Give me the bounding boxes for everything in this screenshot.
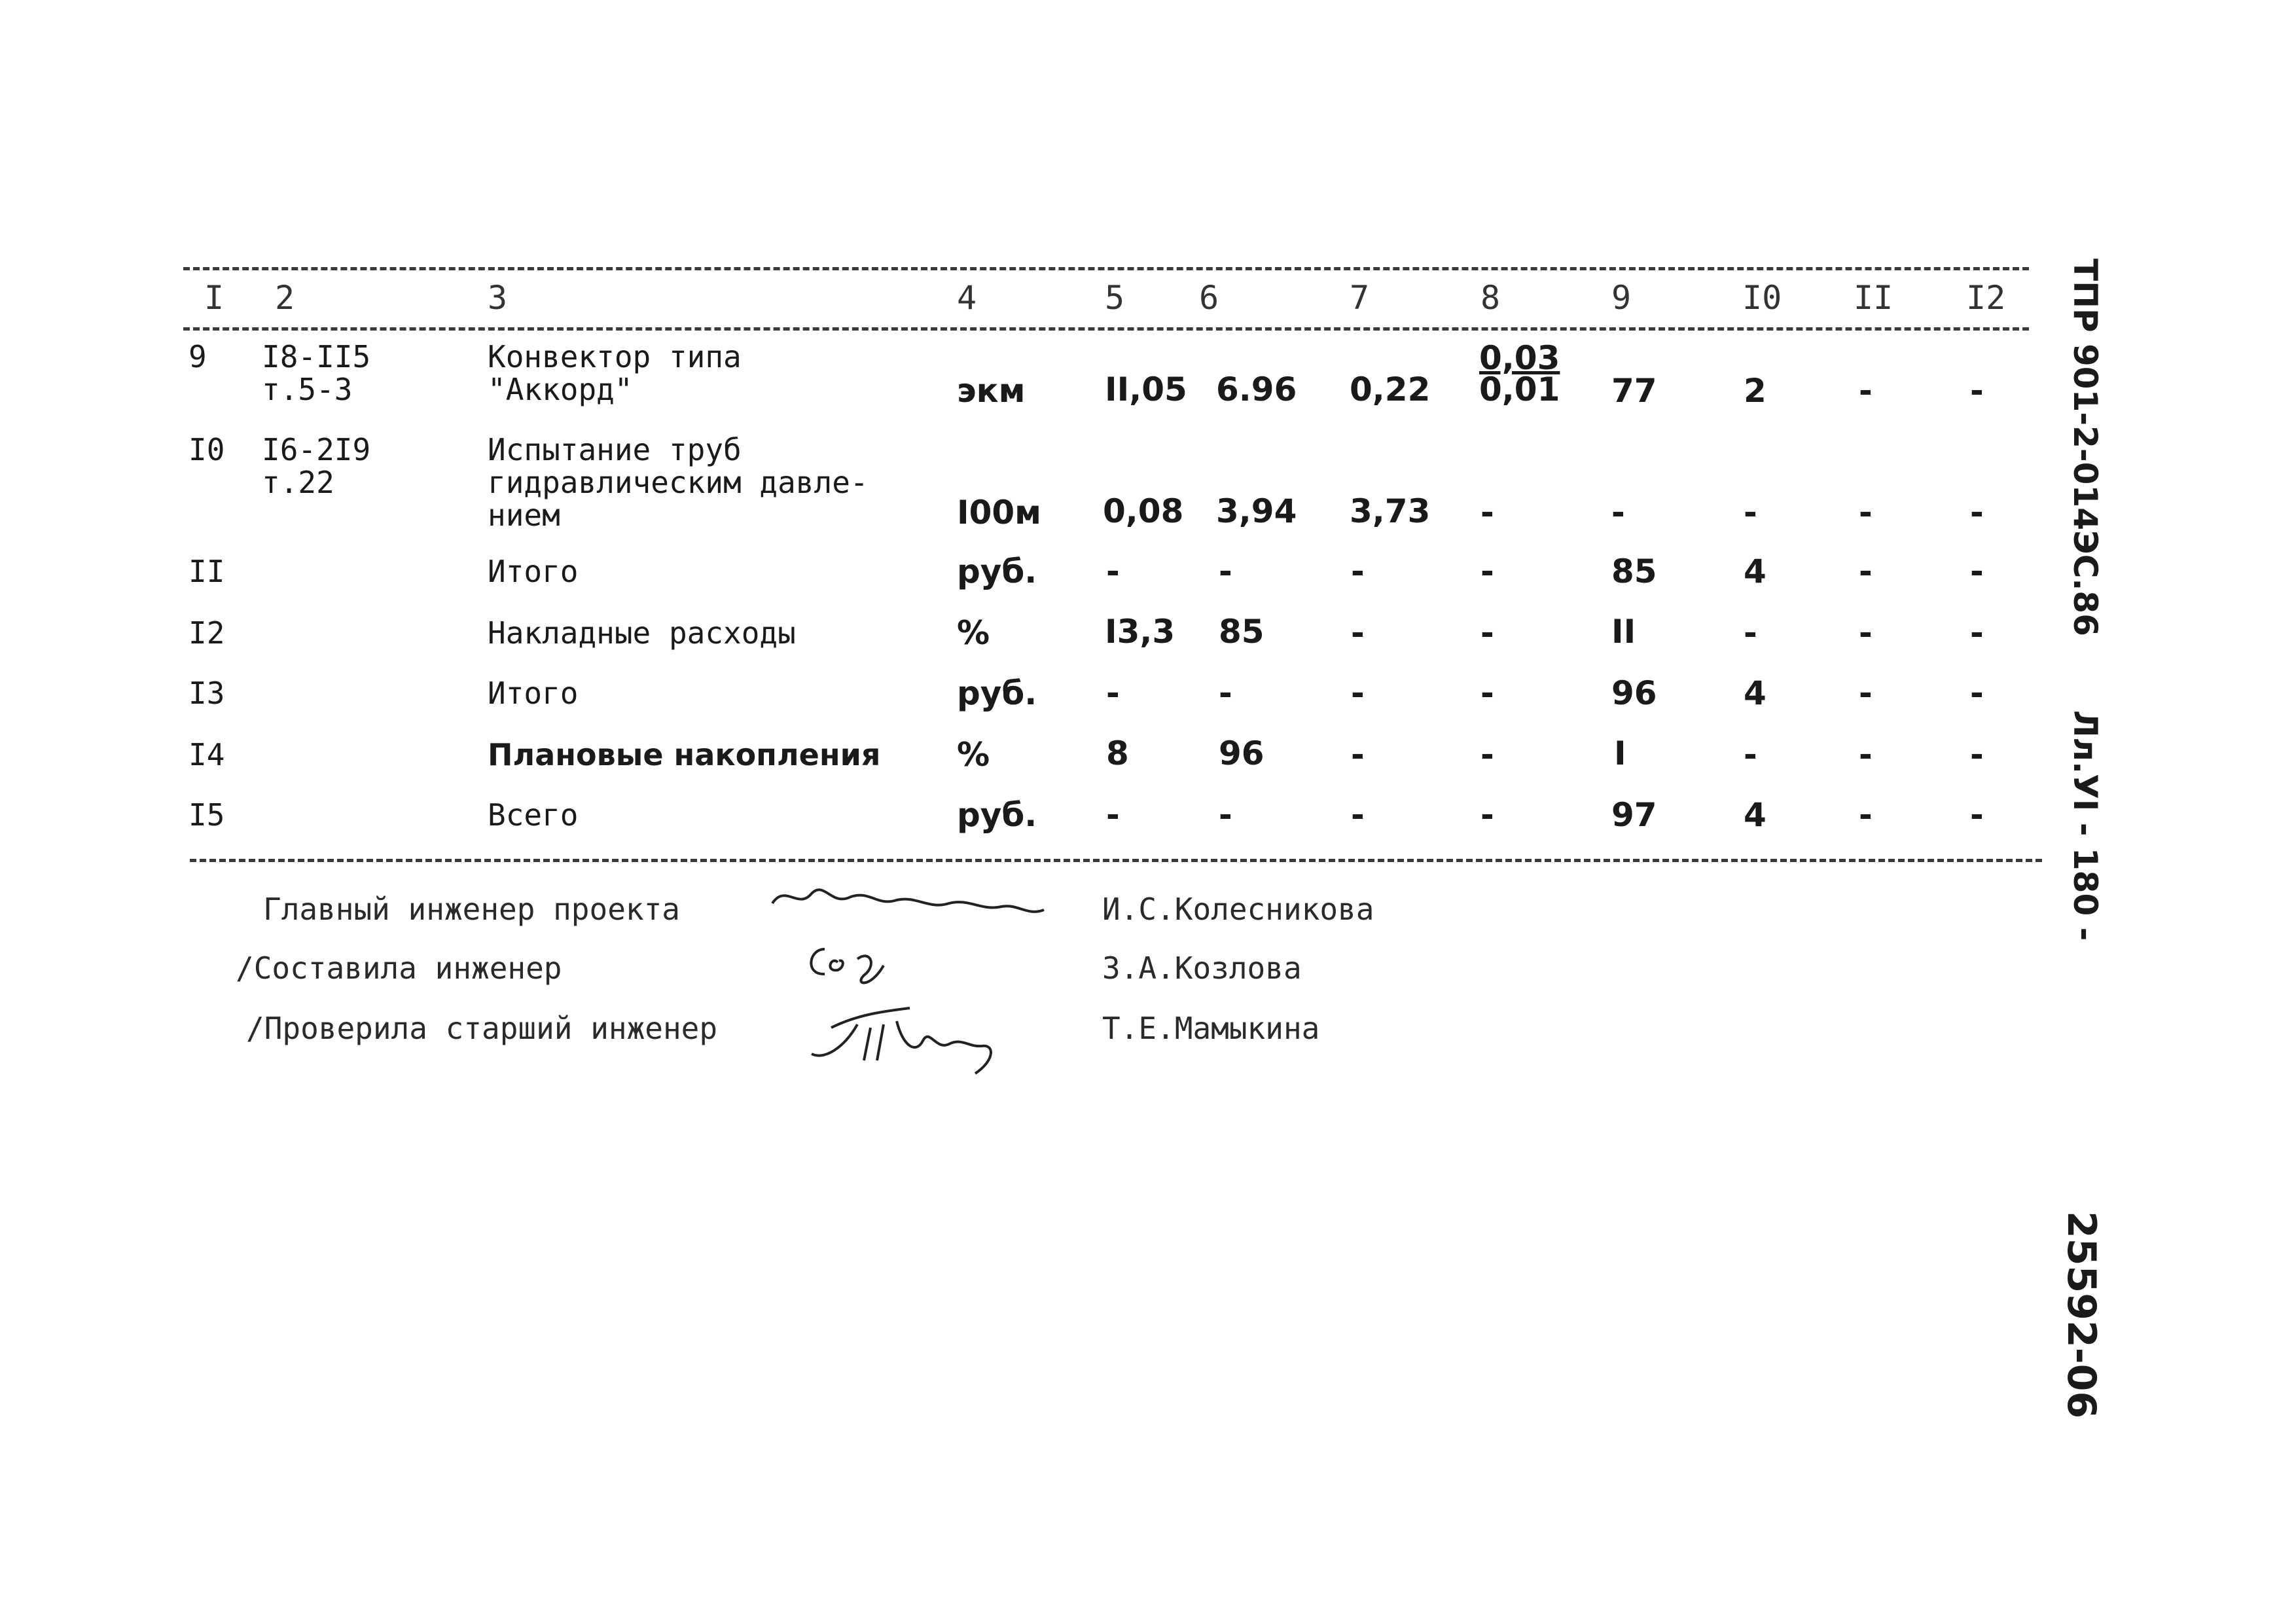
header-col-5: 5 bbox=[1105, 279, 1125, 317]
signatory-role: /Проверила старший инженер bbox=[246, 1011, 718, 1046]
unit: руб. bbox=[957, 552, 1037, 590]
unit: руб. bbox=[957, 674, 1037, 712]
value-col-8: - bbox=[1480, 552, 1494, 590]
value-col-11: - bbox=[1859, 552, 1873, 590]
value-col-5: 8 bbox=[1106, 734, 1129, 772]
handwritten-signature-chief-engineer bbox=[766, 871, 1054, 929]
header-col-8: 8 bbox=[1480, 279, 1501, 317]
row-number: I2 bbox=[188, 615, 225, 651]
value-col-5: I3,3 bbox=[1105, 613, 1175, 651]
value-col-11: - bbox=[1859, 494, 1873, 532]
row-number: I0 bbox=[188, 432, 225, 467]
signatory-name: Т.Е.Мамыкина bbox=[1102, 1011, 1320, 1046]
value-col-11: - bbox=[1859, 736, 1873, 774]
value-col-8-upper: 0,03 bbox=[1479, 339, 1560, 377]
value-col-6: 85 bbox=[1219, 613, 1265, 651]
value-col-11: - bbox=[1859, 674, 1873, 712]
work-description: Итого bbox=[488, 554, 579, 589]
work-description: Плановые накопления bbox=[488, 737, 881, 772]
unit: % bbox=[957, 736, 990, 774]
header-col-3: 3 bbox=[488, 279, 508, 317]
value-col-9: 77 bbox=[1611, 372, 1657, 410]
row-number: I5 bbox=[188, 797, 225, 833]
value-col-10: 4 bbox=[1744, 674, 1767, 712]
value-col-12: - bbox=[1970, 372, 1984, 410]
header-col-4: 4 bbox=[957, 279, 977, 317]
header-col-7: 7 bbox=[1350, 279, 1370, 317]
unit: руб. bbox=[957, 796, 1037, 834]
header-col-6: 6 bbox=[1199, 279, 1219, 317]
header-col-11: II bbox=[1854, 279, 1893, 317]
value-col-10: 4 bbox=[1744, 796, 1767, 834]
value-col-5: - bbox=[1106, 674, 1120, 712]
header-col-1: I bbox=[204, 279, 224, 317]
value-col-11: - bbox=[1859, 372, 1873, 410]
value-col-6: - bbox=[1219, 674, 1232, 712]
header-col-10: I0 bbox=[1742, 279, 1782, 317]
handwritten-signature-compiler bbox=[798, 929, 916, 995]
unit: экм bbox=[957, 372, 1026, 410]
signatory-name: И.С.Колесникова bbox=[1102, 892, 1374, 927]
value-col-5: - bbox=[1106, 552, 1120, 590]
value-col-11: - bbox=[1859, 614, 1873, 652]
value-col-8: - bbox=[1480, 736, 1494, 774]
value-col-7: 0,22 bbox=[1350, 370, 1431, 408]
value-col-8: - bbox=[1480, 796, 1494, 834]
value-col-9: II bbox=[1611, 613, 1636, 651]
row-number: I4 bbox=[188, 737, 225, 772]
signatory-role: Главный инженер проекта bbox=[263, 892, 680, 927]
value-col-12: - bbox=[1970, 796, 1984, 834]
value-col-5: II,05 bbox=[1105, 370, 1187, 408]
row-number: I3 bbox=[188, 676, 225, 711]
value-col-7: - bbox=[1351, 674, 1365, 712]
unit: I00м bbox=[957, 494, 1042, 532]
value-col-12: - bbox=[1970, 674, 1984, 712]
handwritten-signature-checker bbox=[805, 988, 1021, 1087]
work-description: Итого bbox=[488, 676, 579, 711]
value-col-9: 97 bbox=[1611, 796, 1657, 834]
table-bottom-rule bbox=[190, 859, 2042, 862]
header-col-9: 9 bbox=[1611, 279, 1632, 317]
work-description: Всего bbox=[488, 797, 579, 833]
header-col-12: I2 bbox=[1966, 279, 2006, 317]
value-col-9: I bbox=[1614, 734, 1626, 772]
document-code: ТПР 901-2-014ЭС.86 bbox=[2066, 259, 2104, 637]
value-col-6: 6.96 bbox=[1216, 370, 1297, 408]
value-col-10: - bbox=[1744, 614, 1757, 652]
row-number: II bbox=[188, 554, 225, 589]
value-col-6: - bbox=[1219, 796, 1232, 834]
value-col-7: - bbox=[1351, 552, 1365, 590]
value-col-9: 85 bbox=[1611, 552, 1657, 590]
table-top-rule bbox=[183, 267, 2029, 270]
signatory-name: З.А.Козлова bbox=[1102, 950, 1302, 986]
value-col-7: - bbox=[1351, 736, 1365, 774]
value-col-8: 0,01 bbox=[1479, 370, 1560, 408]
work-description: Накладные расходы bbox=[488, 615, 796, 651]
unit: % bbox=[957, 614, 990, 652]
value-col-9: - bbox=[1611, 494, 1625, 532]
archive-number: 25592-06 bbox=[2058, 1211, 2104, 1419]
value-col-5: - bbox=[1106, 796, 1120, 834]
value-col-8: - bbox=[1480, 674, 1494, 712]
value-col-6: - bbox=[1219, 552, 1232, 590]
value-col-8: - bbox=[1480, 614, 1494, 652]
value-col-12: - bbox=[1970, 614, 1984, 652]
value-col-6: 96 bbox=[1219, 734, 1265, 772]
value-col-10: - bbox=[1744, 736, 1757, 774]
header-col-2: 2 bbox=[275, 279, 295, 317]
value-col-12: - bbox=[1970, 552, 1984, 590]
value-col-8: - bbox=[1480, 494, 1494, 532]
value-col-7: 3,73 bbox=[1350, 492, 1431, 530]
sheet-number: Лл.УI - 180 - bbox=[2066, 710, 2104, 941]
value-col-10: - bbox=[1744, 494, 1757, 532]
work-description: Испытание труб гидравлическим давле- нием bbox=[488, 432, 869, 533]
value-col-5: 0,08 bbox=[1103, 492, 1184, 530]
row-number: 9 bbox=[188, 339, 207, 374]
norm-reference: I6-2I9 т.22 bbox=[262, 432, 371, 500]
header-bottom-rule bbox=[183, 327, 2029, 331]
value-col-7: - bbox=[1351, 796, 1365, 834]
signatory-role: /Составила инженер bbox=[236, 950, 562, 986]
value-col-12: - bbox=[1970, 736, 1984, 774]
value-col-12: - bbox=[1970, 494, 1984, 532]
value-col-10: 2 bbox=[1744, 372, 1767, 410]
value-col-10: 4 bbox=[1744, 552, 1767, 590]
work-description: Конвектор типа "Аккорд" bbox=[488, 339, 742, 407]
value-col-9: 96 bbox=[1611, 674, 1657, 712]
value-col-6: 3,94 bbox=[1216, 492, 1297, 530]
value-col-7: - bbox=[1351, 614, 1365, 652]
value-col-11: - bbox=[1859, 796, 1873, 834]
norm-reference: I8-II5 т.5-3 bbox=[262, 339, 371, 407]
